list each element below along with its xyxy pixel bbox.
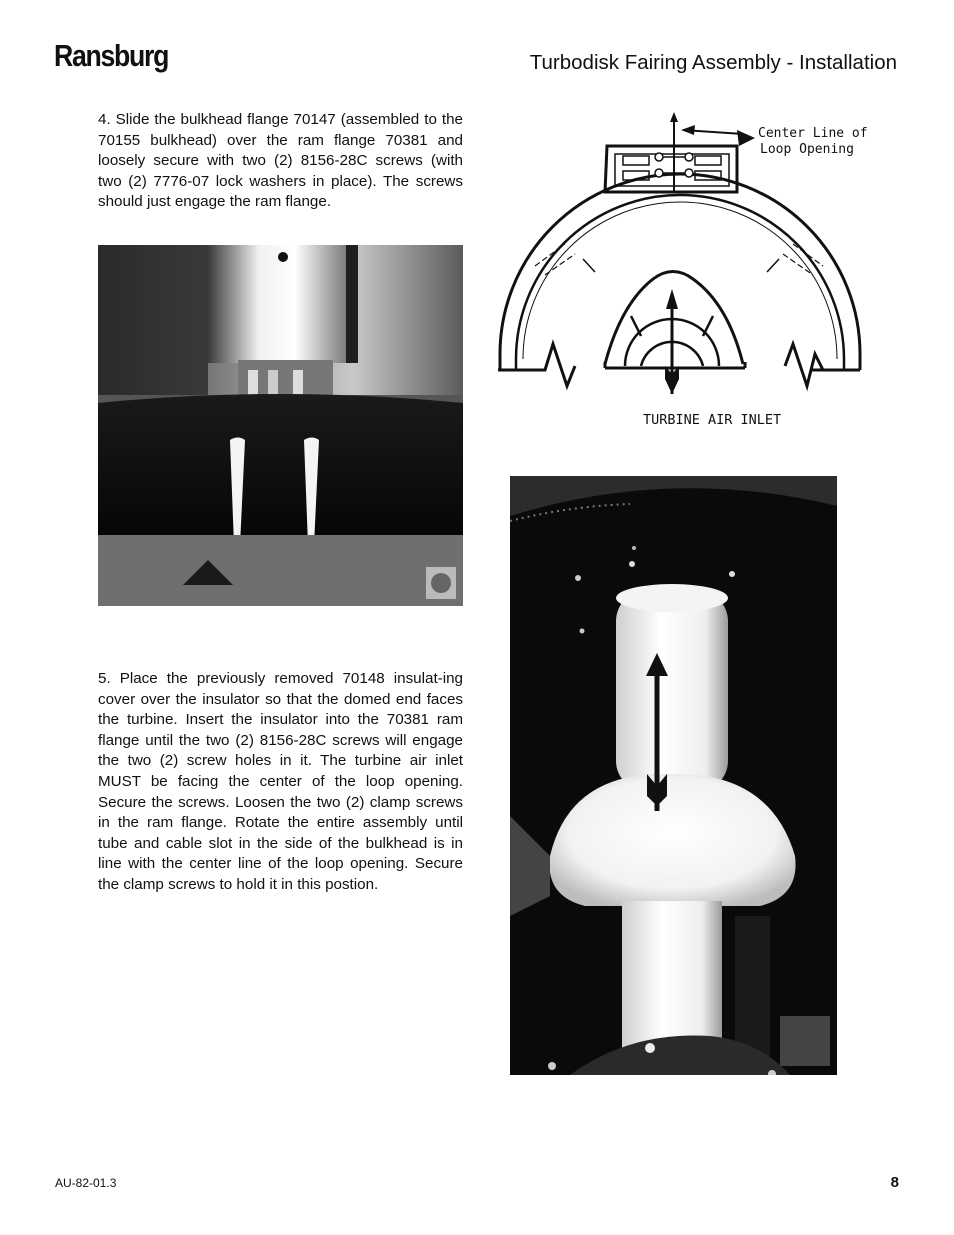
step-4-text: 4. Slide the bulkhead flange 70147 (assembled to the 70155 bulkhead) over the ram flange 70381 and loosely secure with two (2) 8156-28C screws (with two (2) 7776-07 lock washers in place). The screws should just engage the ram flange. bbox=[98, 111, 463, 211]
page-title: Turbodisk Fairing Assembly - Installation bbox=[529, 51, 897, 74]
bulkhead-flange-photo bbox=[98, 245, 463, 606]
center-line-label-2: Loop Opening bbox=[760, 142, 854, 157]
turbine-air-inlet-diagram bbox=[493, 104, 869, 434]
turbine-air-inlet-label: TURBINE AIR INLET bbox=[643, 412, 782, 428]
insulator-cover-photo bbox=[510, 476, 837, 1075]
brand-logo: Ransburg bbox=[54, 38, 169, 73]
step-5-text: 5. Place the previously removed 70148 insulat-ing cover over the insulator so that the domed end faces the turbine. Insert the insulator into the 70381 ram flange until the two (2) 8156-28C screws will engage the two (2) screw holes in it. The turbine air inlet MUST be facing the center of the loop opening. Secure the screws. Loosen the two (2) clamp screws in the ram flange. Rotate the entire assembly until tube and cable slot in the side of the bulkhead is in line with the center line of the loop opening. Secure the clamp screws to hold it in this postion. bbox=[98, 670, 463, 893]
document-number: AU-82-01.3 bbox=[55, 1176, 117, 1190]
page-number: 8 bbox=[890, 1174, 899, 1191]
center-line-label-1: Center Line of bbox=[758, 126, 868, 141]
